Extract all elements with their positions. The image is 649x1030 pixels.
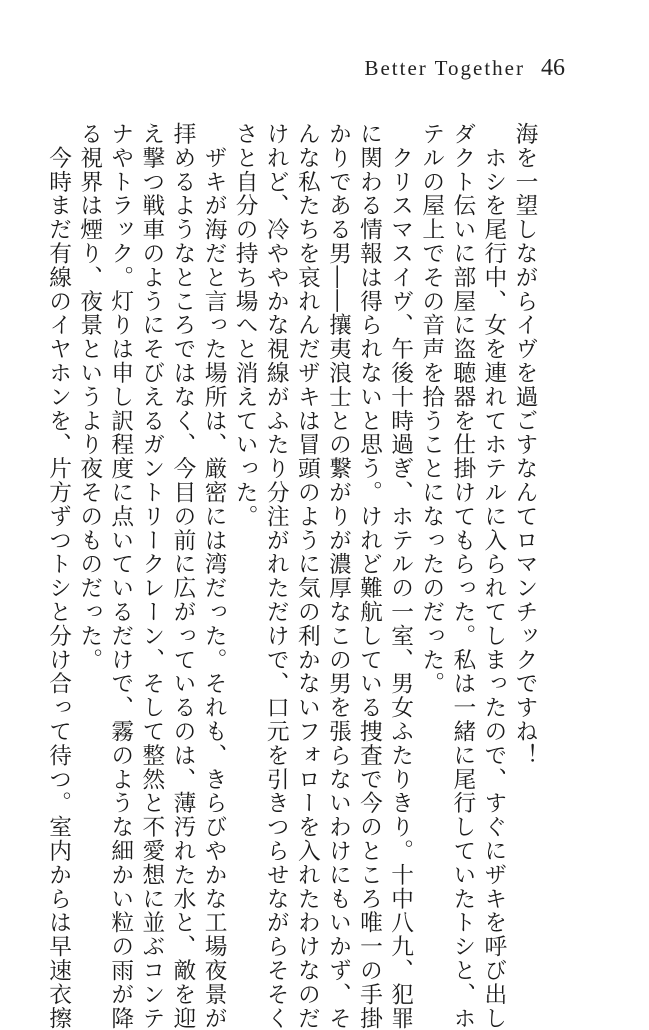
page-number: 46 <box>541 55 565 81</box>
text-line: ダクト伝いに部屋に盗聴器を仕掛けてもらった。私は一緒に尾行していたトシと、ホ <box>449 122 476 1030</box>
text-line: テルの屋上でその音声を拾うことになったのだった。 <box>418 122 445 696</box>
text-line: に関わる情報は得られないと思う。けれど難航している捜査で今のところ唯一の手掛 <box>356 122 383 1030</box>
text-line: る視界は煙り、夜景というより夜そのものだった。 <box>76 122 103 672</box>
text-line: ナやトラック。灯りは申し訳程度に点いているだけで、霧のような細かい粒の雨が降 <box>107 122 134 1030</box>
book-title: Better Together <box>364 56 525 80</box>
vertical-body-text <box>45 122 540 1030</box>
running-header <box>364 55 565 82</box>
text-line: え撃つ戦車のようにそびえるガントリークレーン、そして整然と不愛想に並ぶコンテ <box>138 122 165 1030</box>
text-line: ホシを尾行中、女を連れてホテルに入られてしまったので、すぐにザキを呼び出し <box>480 122 507 1030</box>
text-line: クリスマスイヴ、午後十時過ぎ、ホテルの一室、男女ふたりきり。十中八九、犯罪 <box>387 122 414 1030</box>
text-line: ザキが海だと言った場所は、厳密には湾だった。それも、きらびやかな工場夜景が <box>201 122 228 1030</box>
text-line: かりである男――攘夷浪士との繋がりが濃厚なこの男を張らないわけにもいかず、そ <box>325 122 352 1030</box>
text-line: 今時まだ有線のイヤホンを、片方ずつトシと分け合って待つ。室内からは早速衣擦 <box>45 122 72 1030</box>
text-line: 拝めるようなところではなく、今目の前に広がっているのは、薄汚れた水と、敵を迎 <box>169 122 196 1030</box>
text-line: 海を一望しながらイヴを過ごすなんてロマンチックですね！ <box>512 122 538 768</box>
text-line: けれど、冷ややかな視線がふたり分注がれただけで、口元を引きつらせながらそそく <box>263 122 290 1030</box>
text-line: んな私たちを哀れんだザキは冒頭のように気の利かないフォローを入れたわけなのだ <box>294 122 321 1030</box>
text-line: さと自分の持ち場へと消えていった。 <box>232 122 259 529</box>
